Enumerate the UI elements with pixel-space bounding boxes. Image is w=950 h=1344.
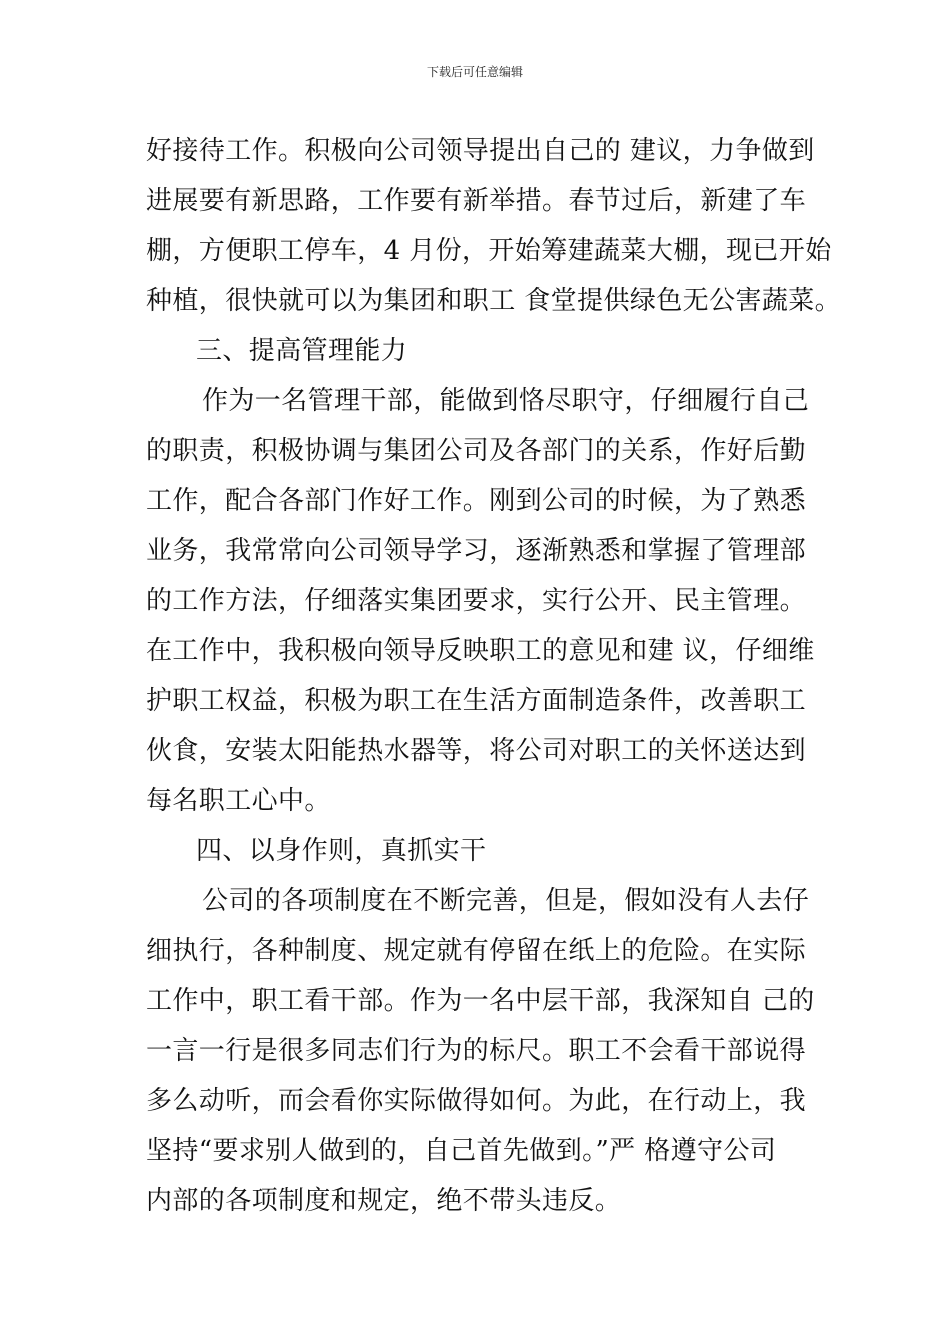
- text-line: 细执行，各种制度、规定就有停留在纸上的危险。在实际: [146, 936, 807, 966]
- text-line: 每名职工心中。: [146, 786, 331, 816]
- text-line: 内部的各项制度和规定，绝不带头违反。: [146, 1186, 622, 1216]
- paragraph-start: 作为一名管理干部，能做到恪尽职守，仔细履行自己: [202, 386, 810, 416]
- text-line: 进展要有新思路，工作要有新举措。春节过后，新建了车: [146, 186, 807, 216]
- document-body: [146, 126, 842, 1226]
- text-line: 护职工权益，积极为职工在生活方面制造条件，改善职工: [146, 686, 807, 716]
- section-heading: 三、提高管理能力: [196, 336, 408, 366]
- text-line: 多么动听，而会看你实际做得如何。为此，在行动上，我: [146, 1086, 807, 1116]
- text-line: 业务，我常常向公司领导学习，逐渐熟悉和掌握了管理部: [146, 536, 807, 566]
- text-line: 一言一行是很多同志们行为的标尺。职工不会看干部说得: [146, 1036, 807, 1066]
- text-line: 的职责，积极协调与集团公司及各部门的关系，作好后勤: [146, 436, 807, 466]
- text-line: 种植，很快就可以为集团和职工 食堂提供绿色无公害蔬菜。: [146, 286, 842, 316]
- text-line: 好接待工作。积极向公司领导提出自己的 建议，力争做到: [146, 136, 815, 166]
- text-line: 工作，配合各部门作好工作。刚到公司的时候，为了熟悉: [146, 486, 807, 516]
- text-line: 伙食，安装太阳能热水器等，将公司对职工的关怀送达到: [146, 736, 807, 766]
- section-heading: 四、以身作则，真抓实干: [196, 836, 487, 866]
- paragraph-start: 公司的各项制度在不断完善，但是，假如没有人去仔: [202, 886, 810, 916]
- text-line: 的工作方法，仔细落实集团要求，实行公开、民主管理。: [146, 586, 807, 616]
- page-header: 下载后可任意编辑: [426, 65, 523, 79]
- text-line: 棚，方便职工停车，4 月份，开始筹建蔬菜大棚，现已开始: [146, 236, 832, 266]
- text-line: 在工作中，我积极向领导反映职工的意见和建 议，仔细维: [146, 636, 815, 666]
- text-line: 坚持“要求别人做到的，自己首先做到。”严 格遵守公司: [146, 1136, 777, 1166]
- text-line: 工作中，职工看干部。作为一名中层干部，我深知自 己的: [146, 986, 815, 1016]
